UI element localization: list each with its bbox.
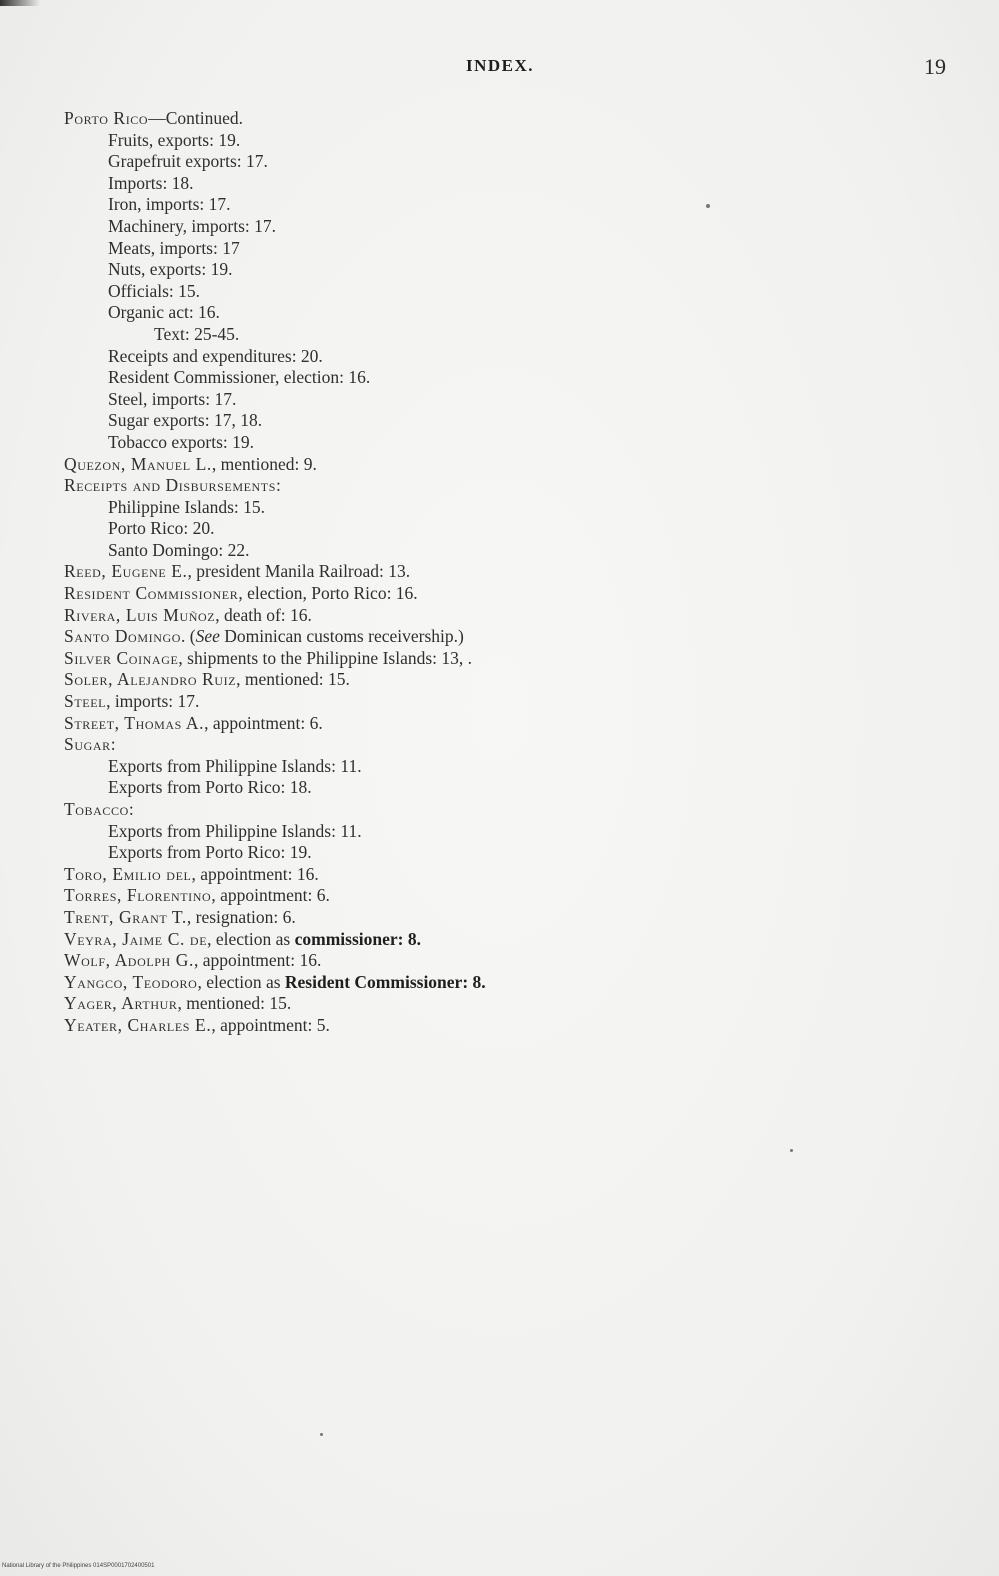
index-entry — [64, 1015, 944, 1037]
index-entry — [64, 734, 944, 756]
entry-heading: Toro, Emilio del — [64, 863, 192, 884]
entry-text: , election as — [207, 928, 295, 949]
index-subentry — [64, 238, 944, 260]
entry-text: Machinery, imports: 17. — [108, 215, 277, 236]
index-subentry — [64, 346, 944, 368]
index-subentry — [64, 151, 944, 173]
entry-heading: Yeater, Charles E. — [64, 1014, 212, 1035]
entry-text: Iron, imports: 17. — [108, 194, 231, 215]
index-entry — [64, 864, 944, 886]
index-subentry — [64, 173, 944, 195]
scan-speck — [320, 1433, 323, 1436]
entry-text: Exports from Porto Rico: 19. — [108, 842, 312, 863]
index-entry — [64, 799, 944, 821]
entry-text: , election as — [197, 971, 285, 992]
entry-text: , appointment: 6. — [211, 885, 330, 906]
entry-heading: Silver Coinage — [64, 647, 179, 668]
index-subentry — [64, 756, 944, 778]
index-subentry — [64, 302, 944, 324]
index-entry — [64, 669, 944, 691]
entry-text: Receipts and expenditures: 20. — [108, 345, 323, 366]
entry-heading: Soler, Alejandro Ruiz — [64, 669, 237, 690]
entry-text: Santo Domingo: 22. — [108, 539, 250, 560]
index-subentry — [64, 367, 944, 389]
entry-text: , mentioned: 15. — [177, 993, 292, 1014]
entry-text: : — [128, 799, 134, 819]
index-entry — [64, 648, 944, 670]
entry-text: Exports from Porto Rico: 18. — [108, 777, 312, 798]
entry-text: Sugar exports: 17, 18. — [108, 410, 263, 431]
index-entry — [64, 713, 944, 735]
entry-text: , appointment: 6. — [204, 712, 323, 733]
index-subentry — [64, 259, 944, 281]
index-entry — [64, 583, 944, 605]
entry-text: —Continued. — [148, 108, 243, 128]
entry-text: , death of: 16. — [215, 604, 312, 625]
entry-heading: Receipts and Disbursements — [64, 475, 277, 496]
scan-edge-mark — [0, 0, 40, 6]
index-entry — [64, 454, 944, 476]
entry-heading: Porto Rico — [64, 108, 149, 128]
entry-bold-text: Resident Commissioner: 8. — [284, 971, 486, 992]
index-subentry — [64, 777, 944, 799]
entry-text: Exports from Philippine Islands: 11. — [108, 820, 362, 841]
index-entry — [64, 626, 944, 648]
entry-heading: Trent, Grant T. — [64, 906, 187, 927]
index-entry — [64, 993, 944, 1015]
index-list — [64, 108, 944, 1037]
index-entry — [64, 475, 944, 497]
entry-text: , appointment: 16. — [194, 950, 322, 971]
index-entry — [64, 929, 944, 951]
entry-text: , election, Porto Rico: 16. — [238, 583, 418, 604]
index-subentry — [64, 389, 944, 411]
entry-heading: Sugar — [64, 734, 111, 755]
entry-heading: Tobacco — [64, 799, 129, 819]
entry-text: Philippine Islands: 15. — [108, 496, 266, 517]
see-reference: See — [195, 626, 220, 647]
entry-text: , mentioned: 9. — [211, 453, 317, 474]
entry-text: , imports: 17. — [106, 691, 200, 712]
index-entry — [64, 885, 944, 907]
entry-heading: Steel — [64, 691, 107, 712]
scan-speck — [706, 204, 710, 208]
entry-text: : — [110, 734, 116, 755]
entry-heading: Reed, Eugene E. — [64, 561, 188, 582]
scan-speck — [790, 1149, 793, 1152]
entry-bold-text: commissioner: 8. — [294, 928, 421, 949]
entry-heading: Quezon, Manuel L. — [64, 453, 212, 474]
entry-heading: Wolf, Adolph G. — [64, 950, 194, 971]
index-subentry — [64, 821, 944, 843]
entry-text: . ( — [181, 626, 196, 647]
index-entry — [64, 108, 944, 130]
entry-heading: Rivera, Luis Muñoz — [64, 604, 216, 625]
entry-text: Officials: 15. — [108, 280, 201, 301]
index-subentry — [64, 194, 944, 216]
entry-text: Resident Commissioner, election: 16. — [108, 367, 371, 388]
entry-heading: Torres, Florentino — [64, 885, 212, 906]
entry-heading: Yager, Arthur — [64, 993, 178, 1014]
entry-text: Steel, imports: 17. — [108, 388, 237, 409]
entry-text: , mentioned: 15. — [236, 669, 350, 690]
index-subentry — [64, 216, 944, 238]
index-subentry — [64, 281, 944, 303]
entry-text: , appointment: 5. — [211, 1014, 330, 1035]
entry-text: Text: 25-45. — [154, 323, 240, 344]
entry-text: , resignation: 6. — [186, 906, 296, 927]
index-subentry — [64, 410, 944, 432]
entry-heading: Resident Commissioner — [64, 583, 239, 604]
index-entry — [64, 561, 944, 583]
index-subentry — [64, 518, 944, 540]
entry-text: , president Manila Railroad: 13. — [187, 561, 411, 582]
entry-text: , appointment: 16. — [191, 863, 319, 884]
index-subentry — [64, 130, 944, 152]
entry-text: Dominican customs receivership.) — [219, 626, 464, 647]
index-entry — [64, 691, 944, 713]
index-entry — [64, 950, 944, 972]
page-number: 19 — [924, 54, 946, 79]
entry-heading: Veyra, Jaime C. de — [64, 928, 208, 949]
page-title: INDEX. — [466, 56, 535, 75]
index-subentry — [64, 842, 944, 864]
entry-text: Tobacco exports: 19. — [108, 431, 255, 452]
index-subentry — [64, 432, 944, 454]
running-head — [0, 56, 999, 80]
entry-text: Exports from Philippine Islands: 11. — [108, 755, 362, 776]
index-entry — [64, 972, 944, 994]
entry-text: Organic act: 16. — [108, 302, 220, 323]
index-entry — [64, 605, 944, 627]
index-subsubentry — [64, 324, 944, 346]
index-subentry — [64, 540, 944, 562]
index-entry — [64, 907, 944, 929]
entry-heading: Santo Domingo — [64, 626, 181, 647]
entry-text: Porto Rico: 20. — [108, 518, 215, 539]
entry-text: Imports: 18. — [108, 172, 194, 193]
entry-heading: Yangco, Teodoro — [64, 971, 198, 992]
entry-text: Meats, imports: 17 — [108, 237, 240, 258]
entry-text: Fruits, exports: 19. — [108, 129, 241, 150]
entry-text: , shipments to the Philippine Islands: 13, . — [178, 647, 473, 668]
entry-heading: Street, Thomas A. — [64, 712, 205, 733]
entry-text: Nuts, exports: 19. — [108, 259, 233, 280]
index-subentry — [64, 497, 944, 519]
scan-credit: National Library of the Philippines 014SP0001702400501 — [2, 1563, 155, 1569]
entry-text: : — [276, 475, 281, 496]
entry-text: Grapefruit exports: 17. — [108, 151, 268, 172]
